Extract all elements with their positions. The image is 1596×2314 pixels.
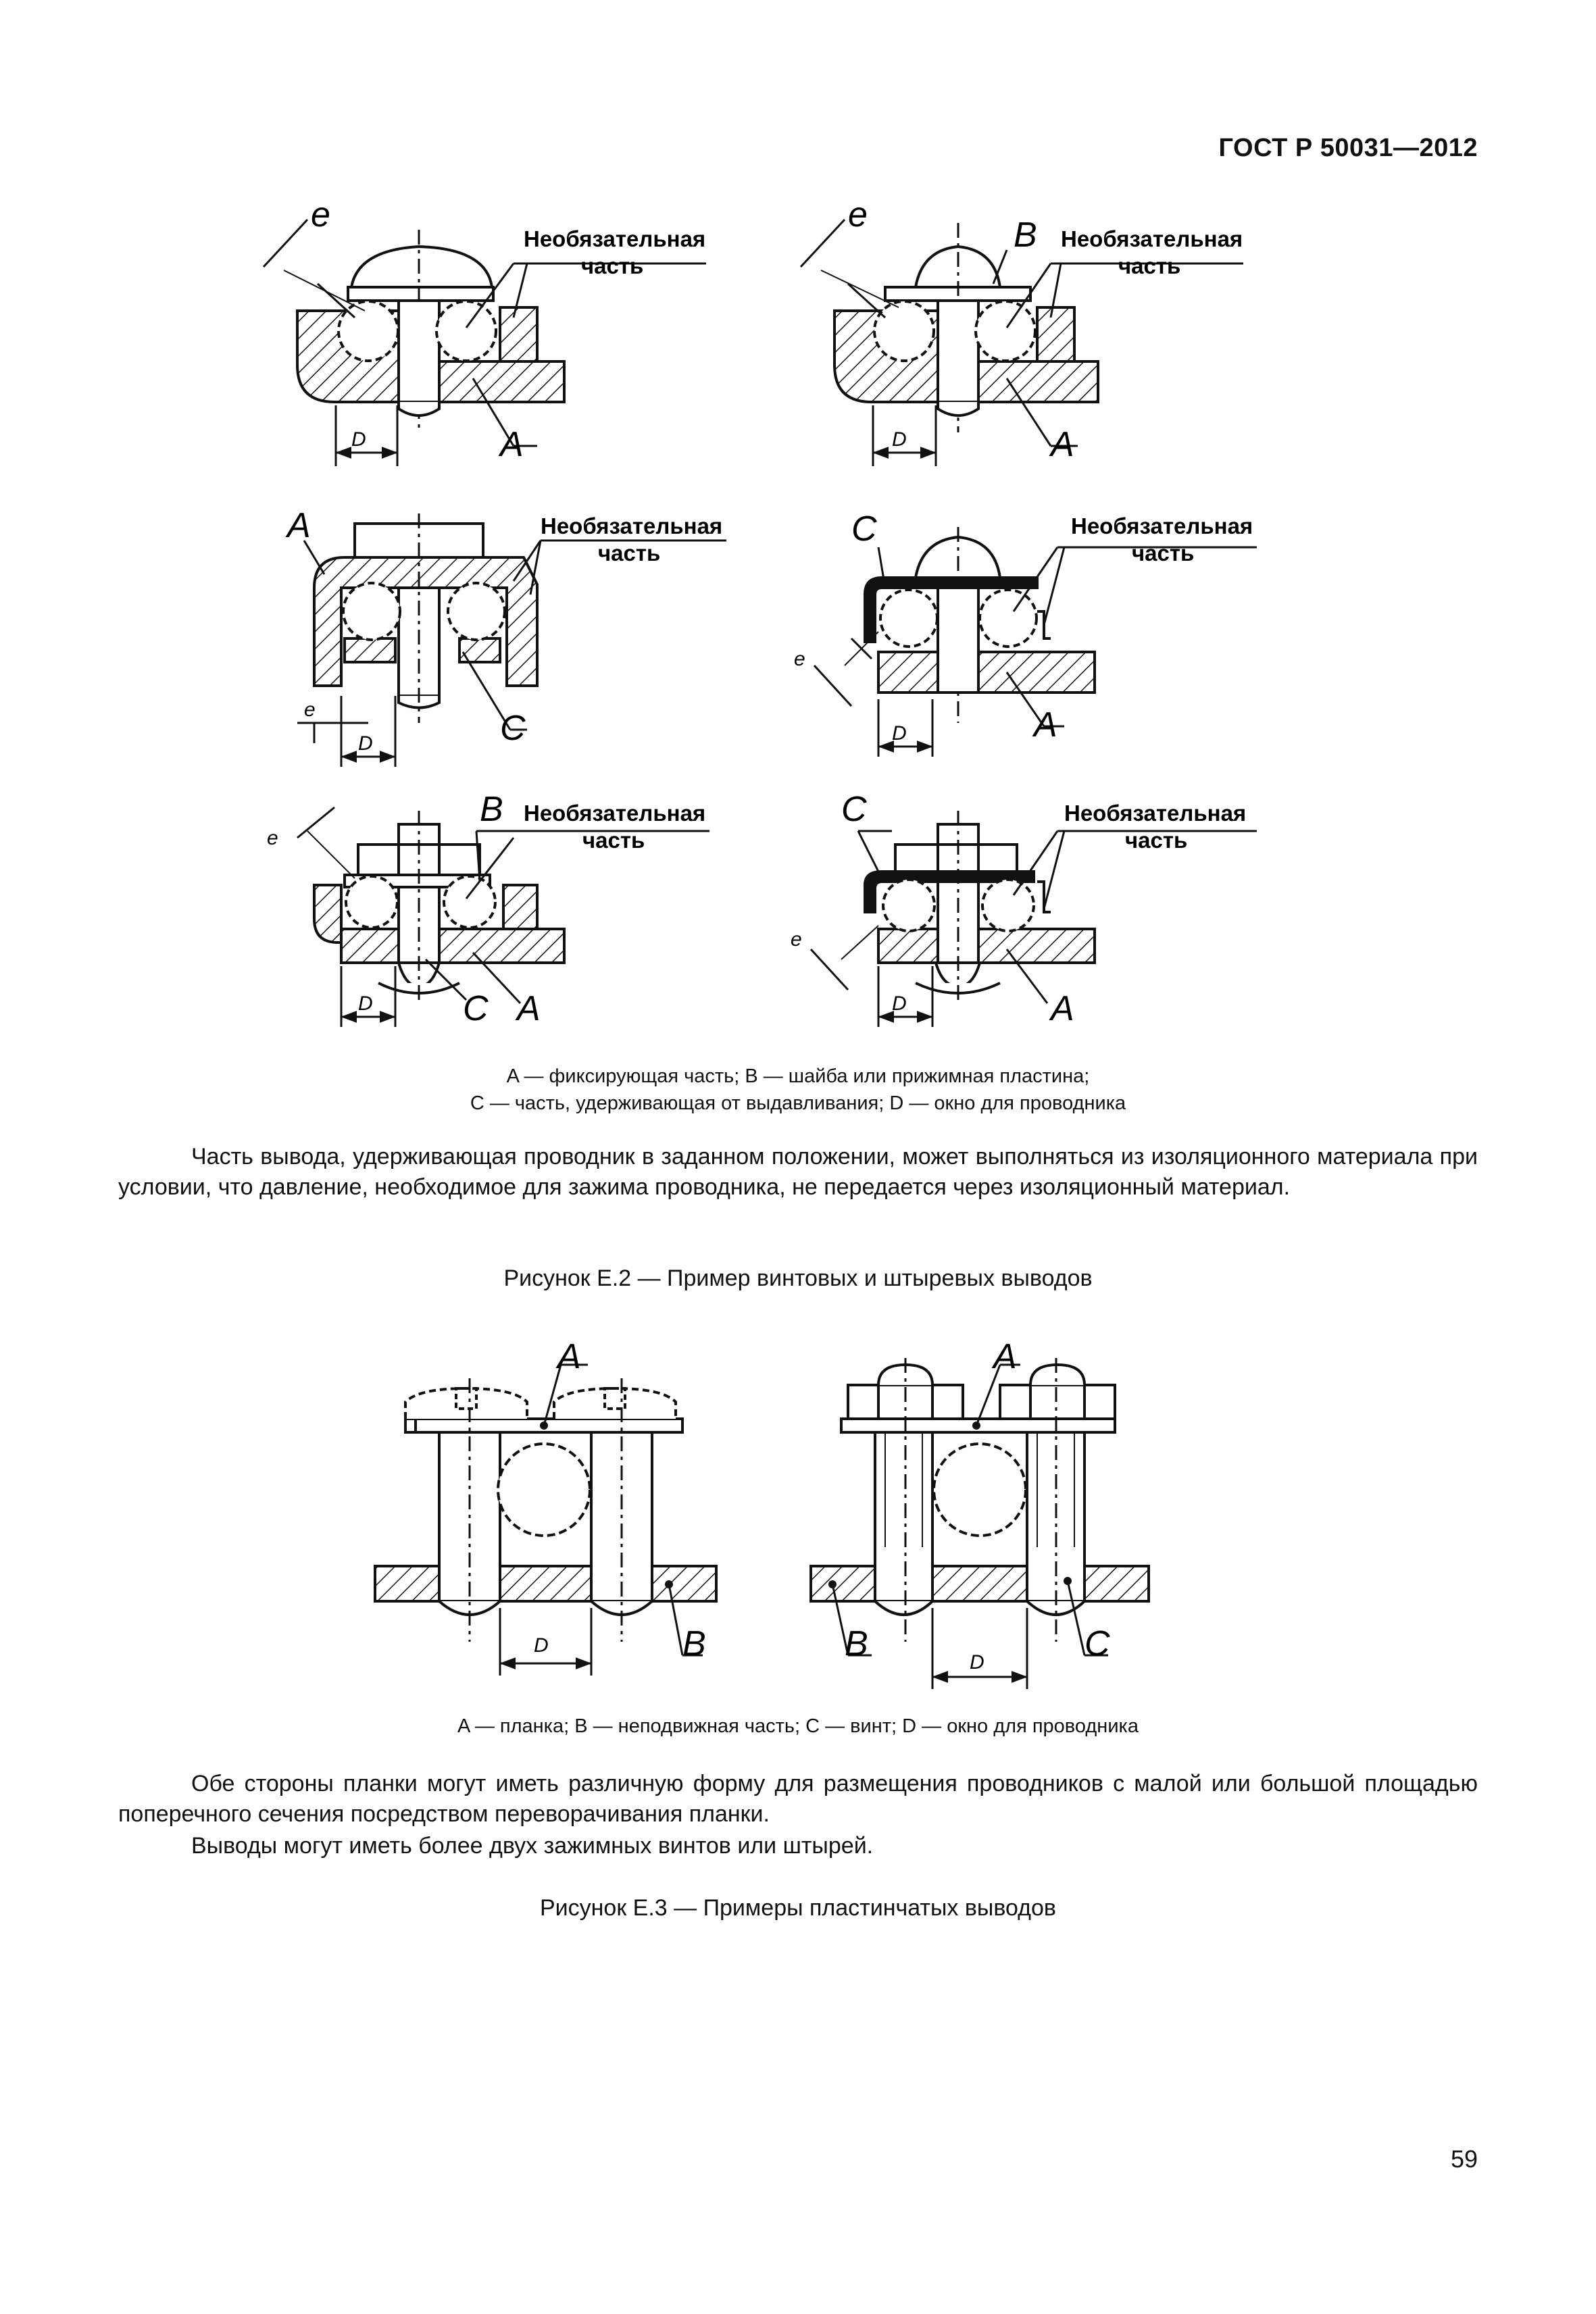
e2-p6-c-label: C bbox=[841, 790, 867, 829]
e2-p4-d-label: D bbox=[892, 722, 907, 745]
figure-e3-caption: Рисунок Е.3 — Примеры пластинчатых выводов bbox=[539, 1895, 1056, 1921]
e2-p5-optional-line2: часть bbox=[582, 828, 645, 853]
e2-p6-optional-line1: Необязательная bbox=[1064, 801, 1247, 826]
e2-p3-d-label: D bbox=[358, 732, 373, 755]
e2-p4-optional-line1: Необязательная bbox=[1071, 513, 1253, 538]
e2-p2-optional-line2: часть bbox=[1118, 253, 1181, 278]
e3-left-d-label: D bbox=[534, 1634, 549, 1657]
figure-e3-paragraph-2-text: Выводы могут иметь более двух зажимных винтов или штырей. bbox=[191, 1833, 874, 1859]
figure-e2-paragraph-text: Часть вывода, удерживающая проводник в заданном положении, может выполняться из изоляционного материала при условии, что давление, необходимое для зажима проводника, не передается через изоляционный материал. bbox=[118, 1144, 1478, 1200]
e2-p6-a-label: A bbox=[1051, 989, 1074, 1028]
e2-panel-6 bbox=[811, 811, 1257, 1027]
e2-p1-a-label: A bbox=[500, 425, 524, 464]
e2-p5-e-label: e bbox=[267, 827, 278, 849]
figure-e3-paragraph-1 bbox=[118, 1769, 1478, 1830]
figure-e2-legend bbox=[0, 1063, 1596, 1117]
figure-e2-paragraph bbox=[118, 1142, 1478, 1203]
e2-p1-d-label: D bbox=[351, 428, 366, 451]
figure-e3-legend: A — планка; B — неподвижная часть; C — винт; D — окно для проводника bbox=[457, 1715, 1139, 1737]
e2-p2-d-label: D bbox=[892, 428, 907, 451]
e2-p5-a-label: A bbox=[517, 989, 541, 1028]
figure-e3-drawings bbox=[0, 1338, 1596, 1716]
figure-e3-paragraph-1-text: Обе стороны планки могут иметь различную форму для размещения проводников с малой или большой площадью поперечного сечения посредством переворачивания планки. bbox=[118, 1771, 1478, 1827]
e2-p3-optional-line2: часть bbox=[598, 540, 661, 565]
e3-left-assembly bbox=[375, 1365, 716, 1676]
figure-e2-drawings bbox=[0, 189, 1596, 1061]
e2-p3-c-label: C bbox=[500, 709, 526, 748]
e3-right-d-label: D bbox=[970, 1651, 984, 1674]
e2-p1-optional-line2: часть bbox=[581, 253, 644, 278]
e2-p4-optional-line2: часть bbox=[1132, 540, 1195, 565]
figure-e2-legend-line2: C — часть, удерживающая от выдавливания; D — окно для проводника bbox=[470, 1092, 1126, 1114]
e3-right-c-label: C bbox=[1084, 1624, 1110, 1663]
e2-p5-d-label: D bbox=[358, 992, 373, 1015]
e2-p2-optional-line1: Необязательная bbox=[1061, 226, 1243, 251]
e2-p6-d-label: D bbox=[892, 992, 907, 1015]
e2-p4-a-label: A bbox=[1034, 705, 1057, 745]
e2-p6-optional-line2: часть bbox=[1125, 828, 1188, 853]
e2-p2-e-label: e bbox=[848, 195, 868, 234]
e3-left-b-label: B bbox=[682, 1624, 706, 1663]
e2-p5-optional-line1: Необязательная bbox=[524, 801, 706, 826]
e2-p3-optional-line1: Необязательная bbox=[541, 513, 723, 538]
e2-p2-b-label: B bbox=[1014, 216, 1037, 255]
e2-p3-e-label: e bbox=[304, 699, 316, 721]
e2-p5-c-label: C bbox=[463, 989, 489, 1028]
e2-p1-e-label: e bbox=[311, 195, 330, 234]
document-id: ГОСТ Р 50031—2012 bbox=[1218, 134, 1478, 162]
e2-p6-e-label: e bbox=[791, 928, 802, 951]
figure-e3-paragraph-2 bbox=[118, 1831, 1478, 1861]
e2-p4-c-label: C bbox=[851, 509, 877, 549]
e2-p3-a-label: A bbox=[287, 506, 311, 545]
e3-left-a-label: A bbox=[557, 1338, 581, 1376]
e2-p1-optional-line1: Необязательная bbox=[524, 226, 706, 251]
e2-p4-e-label: e bbox=[794, 648, 805, 670]
figure-e2-legend-line1: A — фиксирующая часть; B — шайба или прижимная пластина; bbox=[506, 1065, 1090, 1087]
e2-p5-b-label: B bbox=[480, 790, 503, 829]
page-number: 59 bbox=[1450, 2145, 1478, 2173]
figure-e2-caption: Рисунок Е.2 — Пример винтовых и штыревых выводов bbox=[503, 1265, 1093, 1291]
e3-right-b-label: B bbox=[845, 1624, 868, 1663]
e3-right-a-label: A bbox=[993, 1338, 1017, 1376]
e2-p2-a-label: A bbox=[1051, 425, 1074, 464]
